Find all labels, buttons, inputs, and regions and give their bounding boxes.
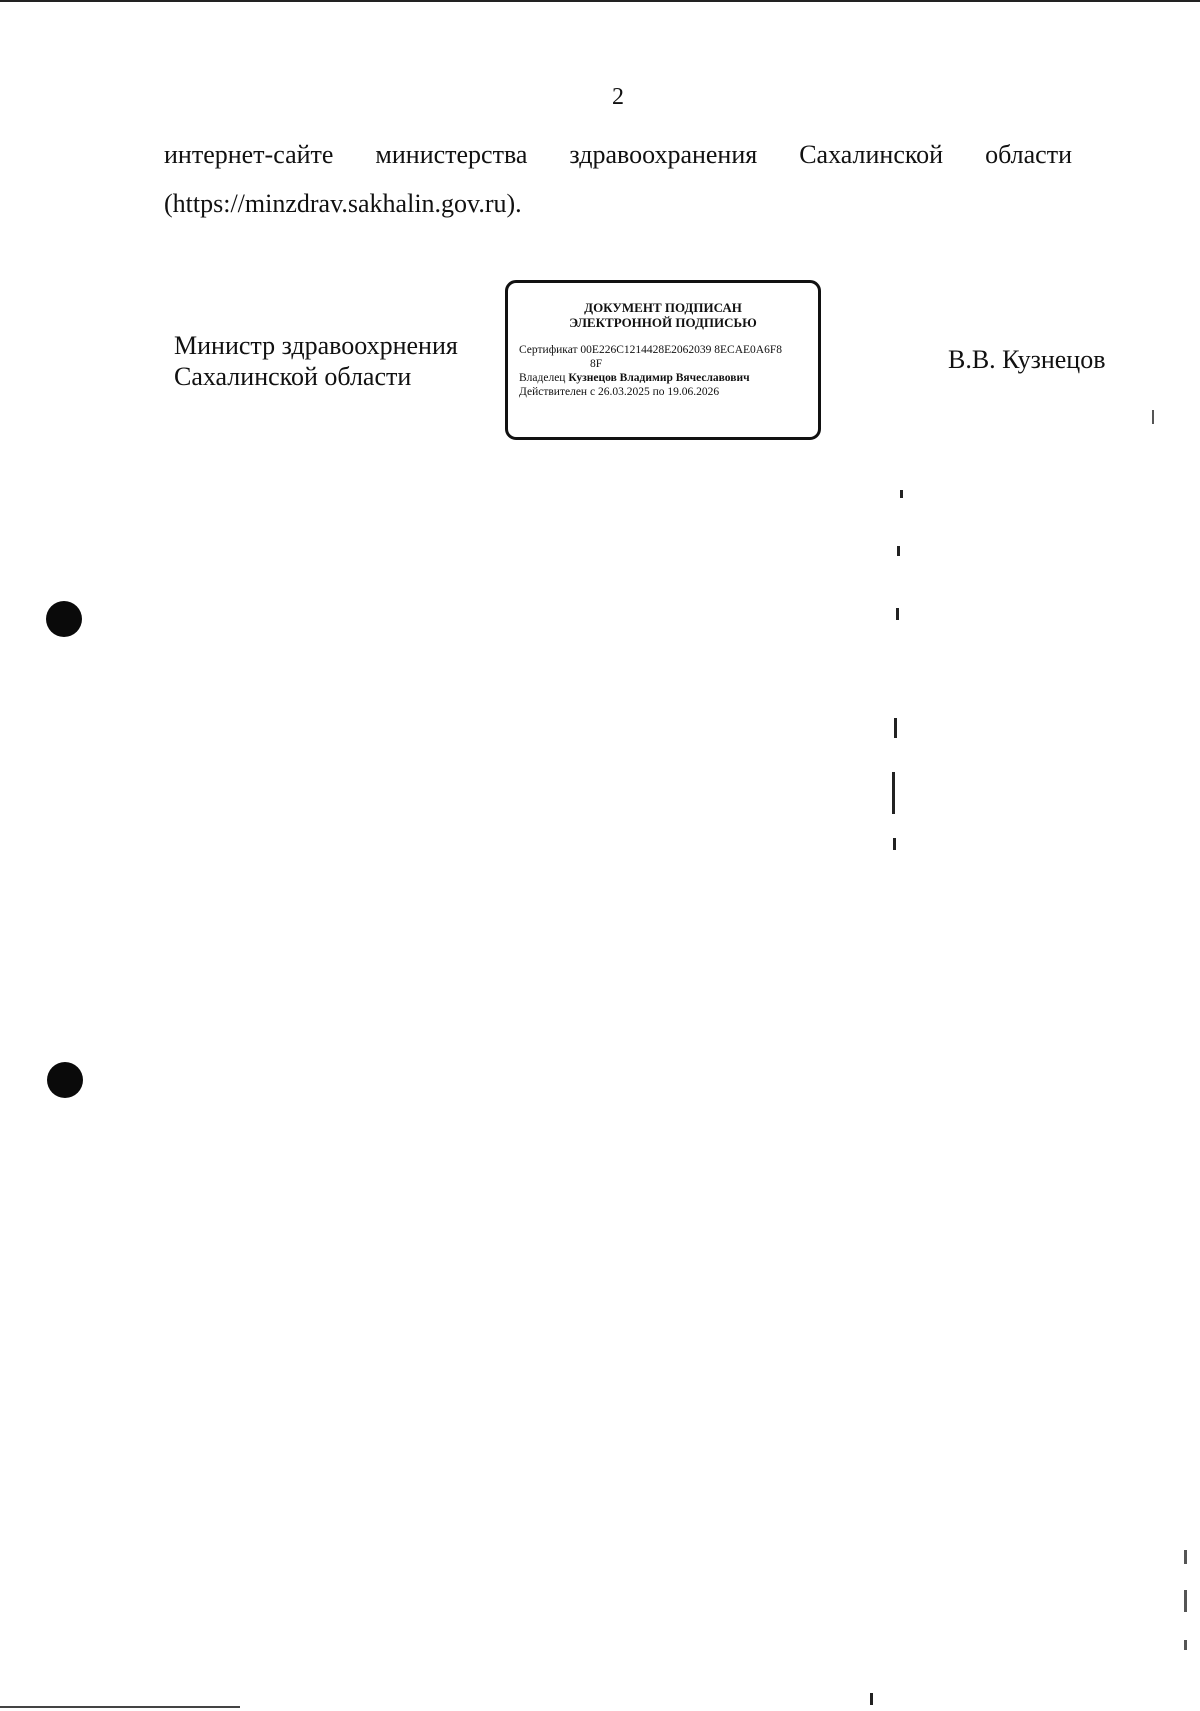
owner-label: Владелец [519, 372, 566, 384]
scan-artifact-mark [1184, 1640, 1187, 1650]
scan-edge-top [0, 0, 1200, 2]
scan-artifact-mark [892, 772, 895, 814]
punch-hole [47, 1062, 83, 1098]
body-text-line-2: (https://minzdrav.sakhalin.gov.ru). [164, 189, 522, 218]
signer-name: В.В. Кузнецов [948, 345, 1106, 374]
scan-artifact-mark [900, 490, 903, 498]
scan-artifact-mark [893, 838, 896, 850]
stamp-title [508, 300, 818, 330]
stamp-details [508, 343, 818, 399]
scan-artifact-mark [870, 1693, 873, 1705]
body-text-line-1: интернет-сайте министерства здравоохранения Сахалинской области [164, 140, 1072, 169]
scan-artifact-mark [896, 608, 899, 620]
scan-artifact-mark [1184, 1590, 1187, 1612]
certificate-value: 00E226C1214428E2062039 8ECAE0A6F8 [580, 344, 782, 356]
signer-position [174, 330, 458, 392]
owner-value: Кузнецов Владимир Вячеславович [568, 372, 750, 384]
certificate-row [519, 343, 818, 357]
scan-artifact-mark [897, 546, 900, 556]
certificate-label: Сертификат [519, 344, 578, 356]
certificate-value-continuation: 8F [590, 358, 603, 370]
e-signature-stamp [505, 280, 821, 440]
scan-artifact-mark [1184, 1550, 1187, 1564]
page-number: 2 [612, 84, 624, 110]
scan-artifact-mark [894, 718, 897, 738]
signer-position-line-2: Сахалинской области [174, 362, 412, 391]
signer-position-line-1: Министр здравоохрнения [174, 331, 458, 360]
stamp-title-line-2: ЭЛЕКТРОННОЙ ПОДПИСЬЮ [569, 315, 757, 330]
punch-hole [46, 601, 82, 637]
scan-artifact-mark [1152, 410, 1154, 424]
validity-row: Действителен с 26.03.2025 по 19.06.2026 [519, 386, 720, 398]
scan-edge-bottom [0, 1706, 240, 1708]
owner-row [519, 371, 818, 385]
stamp-title-line-1: ДОКУМЕНТ ПОДПИСАН [584, 300, 742, 315]
